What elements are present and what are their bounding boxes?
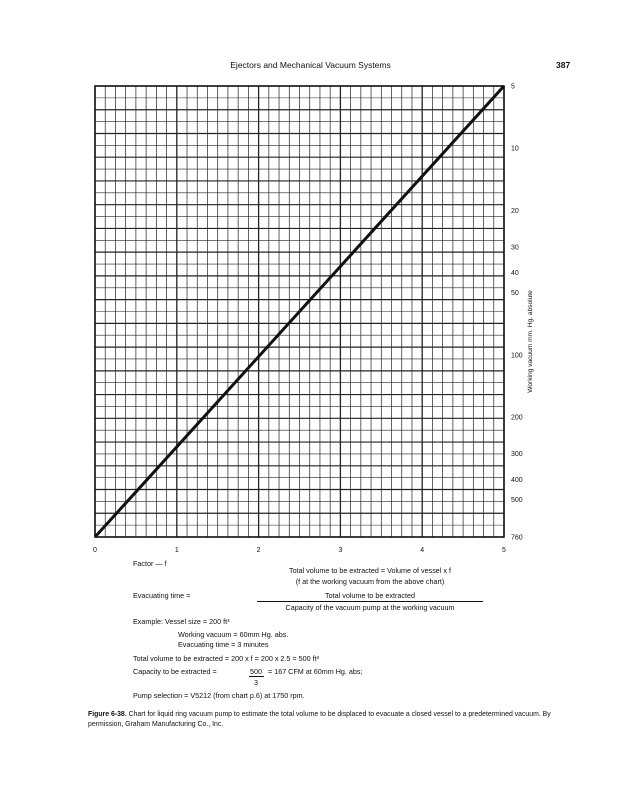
example-capacity-suffix: = 167 CFM at 60mm Hg. abs; [268, 667, 363, 676]
example-pump-selection: Pump selection = V5212 (from chart p.6) at 1750 rpm. [133, 691, 305, 700]
x-tick-label: 5 [502, 547, 506, 554]
example-working-vacuum: Working vacuum = 60mm Hg. abs. [178, 630, 289, 639]
x-tick-label: 3 [338, 547, 343, 554]
y-tick-label: 200 [511, 414, 523, 422]
x-tick-label: 4 [420, 547, 425, 554]
y-tick-label: 50 [511, 290, 519, 298]
x-axis-label: Factor — f [133, 559, 167, 568]
y-tick-label: 400 [511, 476, 523, 484]
page-number: 387 [556, 60, 571, 70]
y-tick-label: 30 [511, 244, 519, 252]
example-evacuating-time: Evacuating time = 3 minutes [178, 640, 269, 649]
formula-line-2: (f at the working vacuum from the above chart) [295, 577, 445, 586]
y-axis-label: Working vacuum mm. Hg. absolute [527, 290, 534, 393]
example-capacity-numerator: 500 [250, 667, 262, 676]
figure-caption [88, 710, 558, 730]
figure-caption-text: Chart for liquid ring vacuum pump to estimate the total volume to be displaced to evacuate a closed vessel to a predetermined vacuum. By permission, Graham Manufacturing Co., Inc. [88, 711, 551, 728]
y-tick-label: 10 [511, 145, 519, 153]
x-tick-label: 2 [256, 547, 261, 554]
y-tick-label: 500 [511, 496, 523, 504]
example-total-volume: Total volume to be extracted = 200 x f = 200 x 2.5 = 500 ft³ [133, 654, 319, 663]
y-tick-label: 40 [511, 270, 519, 278]
y-tick-label: 100 [511, 352, 523, 360]
formula-line-1: Total volume to be extracted = Volume of vessel x f [288, 566, 451, 575]
x-tick-label: 0 [93, 547, 97, 554]
running-header: Ejectors and Mechanical Vacuum Systems [230, 60, 391, 70]
x-tick-label: 1 [174, 547, 179, 554]
y-tick-label: 760 [511, 534, 523, 542]
y-tick-label: 5 [511, 83, 515, 91]
example-vessel-size: Example: Vessel size = 200 ft³ [133, 617, 230, 626]
y-tick-label: 20 [511, 207, 519, 215]
y-tick-label: 300 [511, 451, 523, 459]
fraction-denominator: Capacity of the vacuum pump at the working vacuum [285, 603, 455, 612]
example-capacity-prefix: Capacity to be extracted = [133, 667, 217, 676]
capacity-fraction-bar [249, 676, 264, 677]
evacuating-time-label: Evacuating time = [133, 591, 191, 600]
fraction-numerator: Total volume to be extracted [325, 591, 415, 600]
example-capacity-denominator: 3 [254, 678, 258, 687]
figure-label: Figure 6-38. [88, 711, 127, 718]
fraction-bar [257, 601, 483, 602]
